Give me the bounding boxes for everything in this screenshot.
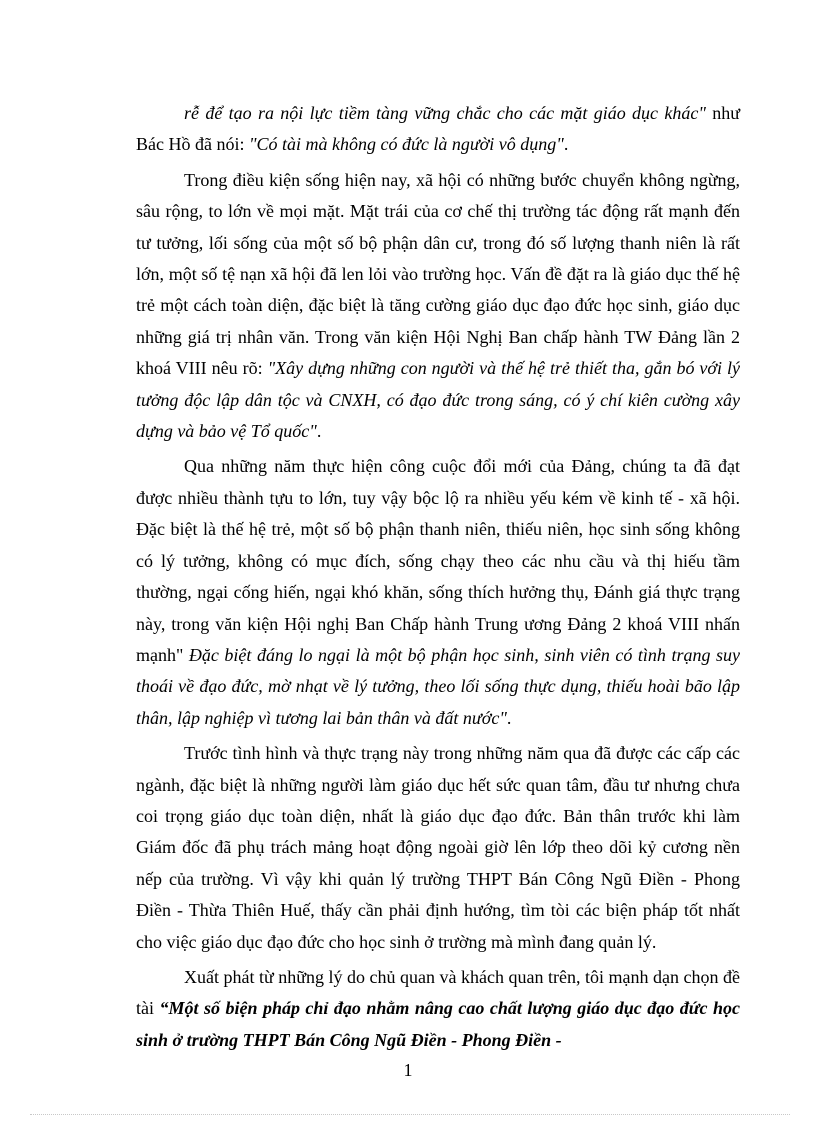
paragraph-4 — [136, 738, 740, 958]
quote-continuation: rễ để tạo ra nội lực tiềm tàng vững chắc cho các mặt giáo dục khác" — [184, 103, 706, 123]
paragraph-1-quote: "Có tài mà không có đức là người vô dụng" — [248, 134, 564, 155]
paragraph-4-text: Trước tình hình và thực trạng này trong những năm qua đã được các cấp các ngành, đặc biệt là những người làm giáo dục hết sức quan tâm, đầu tư nhưng chưa coi trọng giáo dục toàn diện, nhất là giáo dục đạo đức. Bản thân trước khi làm Giám đốc đã phụ trách mảng hoạt động ngoài giờ lên lớp theo dõi kỷ cương nền nếp của trường. Vì vậy khi quản lý trường THPT Bán Công Ngũ Điền - Phong Điền - Thừa Thiên Huế, thấy cần phải định hướng, tìm tòi các biện pháp tốt nhất cho việc giáo dục đạo đức cho học sinh ở trường mà mình đang quản lý. — [136, 743, 740, 952]
paragraph-3-text: Qua những năm thực hiện công cuộc đổi mới của Đảng, chúng ta đã đạt được nhiều thành tựu to lớn, tuy vậy bộc lộ ra nhiều yếu kém về kinh tế - xã hội. Đặc biệt là thế hệ trẻ, một số bộ phận thanh niên, thiếu niên, học sinh sống không có lý tưởng, không có mục đích, sống chạy theo các nhu cầu và thị hiếu tầm thường, ngại cống hiến, ngại khó khăn, sống thích hưởng thụ, Đánh giá thực trạng này, trong văn kiện Hội nghị Ban Chấp hành Trung ương Đảng 2 khoá VIII nhấn mạnh" — [136, 456, 740, 665]
paragraph-1-end: . — [563, 134, 569, 155]
document-body — [136, 98, 740, 1056]
paragraph-2-quote: "Xây dựng những con người và thế hệ trẻ thiết tha, gắn bó với lý tưởng độc lập dân tộc và CNXH, có đạo đức trong sáng, có ý chí kiên cường xây dựng và bảo vệ Tổ quốc" — [136, 358, 740, 442]
page-number: 1 — [403, 1060, 413, 1080]
paragraph-1-text: như Bác Hồ đã nói: — [136, 103, 740, 155]
paragraph-2 — [136, 165, 740, 448]
paragraph-2-end: . — [316, 421, 322, 442]
page-bottom-divider — [30, 1114, 790, 1115]
paragraph-1 — [136, 98, 740, 161]
paragraph-5-text: Xuất phát từ những lý do chủ quan và khách quan trên, tôi mạnh dạn chọn đề tài — [136, 966, 740, 1019]
thesis-title: “Một số biện pháp chỉ đạo nhằm nâng cao chất lượng giáo dục đạo đức học sinh ở trường THPT Bán Công Ngũ Điền - Phong Điền - — [136, 998, 740, 1050]
paragraph-5 — [136, 962, 740, 1056]
paragraph-3-end: . — [506, 707, 512, 728]
paragraph-3 — [136, 451, 740, 734]
paragraph-3-quote: Đặc biệt đáng lo ngại là một bộ phận học sinh, sinh viên có tình trạng suy thoái về đạo đức, mờ nhạt về lý tưởng, theo lối sống thực dụng, thiếu hoài bão lập thân, lập nghiệp vì tương lai bản thân và đất nước" — [136, 644, 740, 728]
paragraph-2-text: Trong điều kiện sống hiện nay, xã hội có những bước chuyển không ngừng, sâu rộng, to lớn về mọi mặt. Mặt trái của cơ chế thị trường tác động rất mạnh đến tư tưởng, lối sống của một số bộ phận dân cư, trong đó số lượng thanh niên là rất lớn, một số tệ nạn xã hội đã len lỏi vào trường học. Vấn đề đặt ra là giáo dục thế hệ trẻ một cách toàn diện, đặc biệt là tăng cường giáo dục đạo đức học sinh, giáo dục những giá trị nhân văn. Trong văn kiện Hội Nghị Ban chấp hành TW Đảng lần 2 khoá VIII nêu rõ: — [136, 169, 740, 379]
